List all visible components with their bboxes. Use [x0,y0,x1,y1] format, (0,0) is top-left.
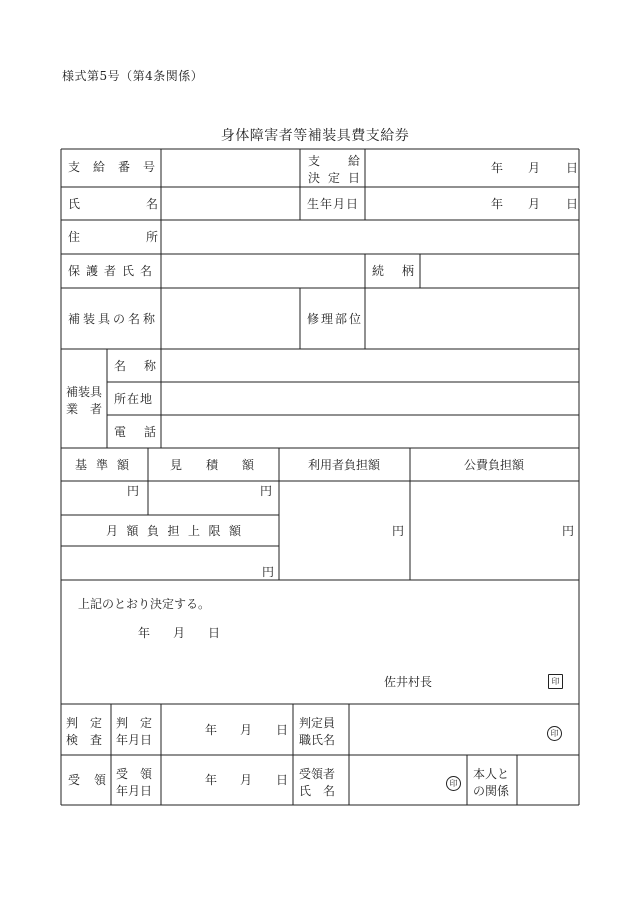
label-zokugara: 続柄 [372,264,433,278]
juryo-day-unit: 日 [276,773,289,787]
vertical-rules [107,149,517,805]
date-year-unit: 年 [491,197,504,211]
outer-border [61,149,579,805]
label-hantei-kensa [66,715,102,750]
label-shozaichi: 所在地 [114,392,154,406]
date-month-unit: 月 [528,161,541,175]
label-line-1: 判 定 [116,716,153,730]
label-line-1: 支 給 [308,154,369,168]
label-line-2: 年月日 [116,733,153,748]
yen-unit-jogen: 円 [262,565,275,579]
document-title: 身体障害者等補装具費支給券 [220,128,410,144]
label-line-2: 年月日 [116,784,153,799]
hantei-year-unit: 年 [205,723,218,737]
label-hosogu-meisho: 補装具の名称 [68,312,159,326]
label-hanteiin [299,715,335,750]
date-month-unit: 月 [528,197,541,211]
label-line-1: 受領者 [299,767,336,781]
label-line-2: 決定日 [308,171,369,186]
label-shikyu-bango [68,160,169,174]
label-line-2: 氏 名 [299,784,336,799]
hantei-month-unit: 月 [240,723,253,737]
label-shuri-bui: 修理部位 [307,312,364,326]
yen-unit-kohi: 円 [562,524,575,538]
label-line-2: 業 者 [66,402,103,417]
decision-year-unit: 年 [138,626,151,640]
label-line-2: の関係 [473,784,510,799]
hantei-day-unit: 日 [276,723,289,737]
label-shikyu-kettei-bi [308,153,368,188]
yen-unit-mitsumori: 円 [260,484,273,498]
label-hosogu-gyosha [66,384,102,419]
date-day-unit: 日 [566,197,579,211]
label-line-1: 判 定 [66,716,103,730]
label-line-2: 検 査 [66,733,103,748]
label-line-1: 本人と [473,767,510,781]
label-kijun-gaku: 基準額 [75,458,139,472]
label-mitsumori-gaku: 見積額 [170,458,279,472]
yen-unit-kijun: 円 [127,484,140,498]
juryo-month-unit: 月 [240,773,253,787]
date-year-unit: 年 [491,161,504,175]
label-line-1: 受 領 [116,767,153,781]
label-line-1: 補装具 [66,385,103,399]
label-meisho: 名称 [114,359,175,373]
decision-month-unit: 月 [173,626,186,640]
label-line-2: 職氏名 [299,733,336,748]
label-kohi-futan-gaku: 公費負担額 [464,458,525,472]
hanteiin-seal: 印 [547,726,562,741]
label-text: 支給番号 [68,160,169,174]
label-juryo: 受領 [68,773,121,787]
label-jusho: 住所 [68,230,225,244]
juryo-year-unit: 年 [205,773,218,787]
label-shimei: 氏名 [68,197,225,211]
label-line-1: 判定員 [299,716,336,730]
juryosha-seal: 印 [446,776,461,791]
label-honnin-kankei [473,766,509,801]
date-day-unit: 日 [566,161,579,175]
label-juryosha [299,766,335,801]
label-getsugaku-futan-jogen-gaku: 月額負担上限額 [106,524,250,538]
form-number: 様式第5号（第4条関係） [62,69,204,83]
label-hogosha-shimei: 保護者氏名 [68,264,159,278]
yen-unit-riyosha: 円 [392,524,405,538]
label-hantei-nengappi [116,715,152,750]
label-juryo-nengappi [116,766,152,801]
label-riyosha-futan-gaku: 利用者負担額 [308,458,381,472]
issuer-name: 佐井村長 [384,675,433,689]
label-seinengappi: 生年月日 [307,197,360,211]
decision-statement: 上記のとおり決定する。 [78,597,211,611]
issuer-seal: 印 [548,674,563,689]
label-denwa: 電話 [114,425,175,439]
decision-day-unit: 日 [208,626,221,640]
